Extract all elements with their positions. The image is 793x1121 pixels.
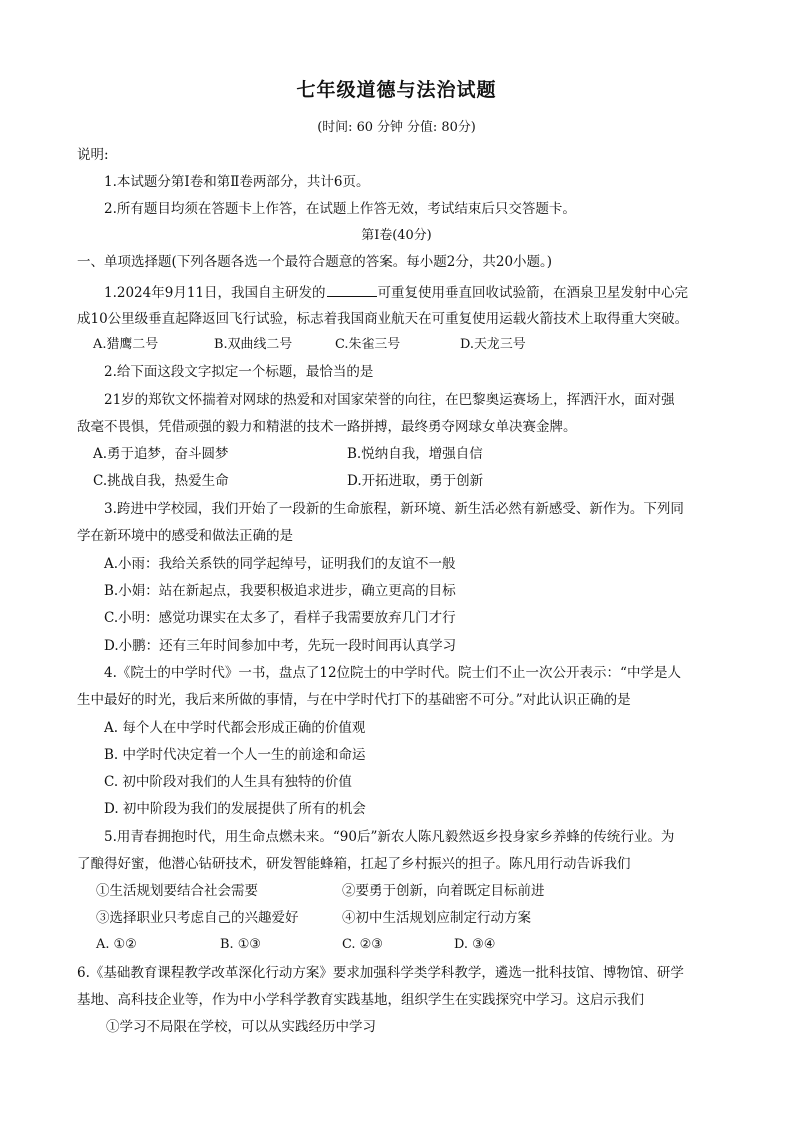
question-6-stem: 6.《基础教育课程教学改革深化行动方案》要求加强科学类学科教学，遴选一批科技馆、博物馆、研学 <box>77 965 684 981</box>
question-6-stem-cont: 基地、高科技企业等，作为中小学科学教育实践基地，组织学生在实践探究中学习。这启示我们 <box>77 992 644 1008</box>
question-4-stem-cont: 生中最好的时光，我后来所做的事情，与在中学时代打下的基础密不可分。”对此认识正确的是 <box>77 692 631 708</box>
instructions-label: 说明: <box>77 147 109 163</box>
question-5-stem: 5.用青春拥抱时代，用生命点燃未来。“90后”新农人陈凡毅然返乡投身家乡养蜂的传统行业。为 <box>104 829 675 845</box>
statement: ①生活规划要结合社会需要 <box>96 883 258 899</box>
option: D.开拓进取，勇于创新 <box>347 473 484 489</box>
option: C. ②③ <box>342 937 383 952</box>
part1-heading: 第Ⅰ卷(40分) <box>361 228 432 243</box>
option: C.小明：感觉功课实在太多了，看样子我需要放弃几门才行 <box>104 610 456 626</box>
option: A.小雨：我给关系铁的同学起绰号，证明我们的友谊不一般 <box>104 556 456 572</box>
exam-subtitle: (时间: 60 分钟 分值: 80分) <box>317 120 476 135</box>
exam-title: 七年级道德与法治试题 <box>296 79 497 101</box>
statement: ④初中生活规划应制定行动方案 <box>342 910 531 926</box>
option: C. 初中阶段对我们的人生具有独特的价值 <box>104 774 352 790</box>
question-1-options <box>0 336 793 354</box>
option: B.双曲线二号 <box>214 337 293 352</box>
option: D.天龙三号 <box>460 337 526 352</box>
option: A. ①② <box>96 937 137 952</box>
question-1-stem-cont: 成10公里级垂直起降返回飞行试验，标志着我国商业航天在可重复使用运载火箭技术上取得重大突破。 <box>77 311 689 327</box>
instruction-item: 1.本试题分第Ⅰ卷和第Ⅱ卷两部分，共计6页。 <box>104 174 370 190</box>
question-stem-part: 1.2024年9月11日，我国自主研发的 <box>104 285 326 301</box>
option: D. ③④ <box>454 937 496 952</box>
option: B. ①③ <box>220 937 261 952</box>
instruction-item: 2.所有题目均须在答题卡上作答，在试题上作答无效，考试结束后只交答题卡。 <box>104 201 576 217</box>
question-stem-part: 可重复使用垂直回收试验箭，在酒泉卫星发射中心完 <box>377 285 689 301</box>
option: C.朱雀三号 <box>335 337 401 352</box>
option: D.小鹏：还有三年时间参加中考，先玩一段时间再认真学习 <box>104 638 457 654</box>
option: C.挑战自我，热爱生命 <box>93 473 229 489</box>
question-5-stem-cont: 了酿得好蜜，他潜心钻研技术，研发智能蜂箱，扛起了乡村振兴的担子。陈凡用行动告诉我们 <box>77 856 631 872</box>
question-3-stem-cont: 学在新环境中的感受和做法正确的是 <box>77 528 293 544</box>
option: B.小娟：站在新起点，我要积极追求进步，确立更高的目标 <box>104 583 456 599</box>
question-4-stem: 4.《院士的中学时代》一书，盘点了12位院士的中学时代。院士们不止一次公开表示：“中学是人 <box>104 665 681 681</box>
question-1-stem <box>104 283 688 301</box>
statement: ②要勇于创新，向着既定目标前进 <box>342 883 545 899</box>
option: A.勇于追梦，奋斗圆梦 <box>93 446 229 462</box>
option: B.悦纳自我，增强自信 <box>347 446 483 462</box>
question-2-stem: 2.给下面这段文字拟定一个标题，最恰当的是 <box>104 364 374 380</box>
option: B. 中学时代决定着一个人一生的前途和命运 <box>104 747 366 763</box>
answer-blank <box>327 283 377 297</box>
option: A. 每个人在中学时代都会形成正确的价值观 <box>104 720 366 736</box>
question-3-stem: 3.跨进中学校园，我们开始了一段新的生命旅程，新环境、新生活必然有新感受、新作为。下列同 <box>104 501 684 517</box>
section-title: 一、单项选择题(下列各题各选一个最符合题意的答案。每小题2分，共20小题。) <box>77 254 553 270</box>
question-2-passage-cont: 敌毫不畏惧，凭借顽强的毅力和精湛的技术一路拼搏，最终勇夺网球女单决赛金牌。 <box>77 419 577 435</box>
statement: ③选择职业只考虑自己的兴趣爱好 <box>96 910 299 926</box>
option: D. 初中阶段为我们的发展提供了所有的机会 <box>104 801 366 817</box>
statement: ①学习不局限在学校，可以从实践经历中学习 <box>106 1019 376 1035</box>
question-5-options <box>0 936 793 954</box>
option: A.猎鹰二号 <box>93 337 159 352</box>
question-2-passage: 21岁的郑钦文怀揣着对网球的热爱和对国家荣誉的向往，在巴黎奥运赛场上，挥洒汗水，面对强 <box>104 392 675 408</box>
